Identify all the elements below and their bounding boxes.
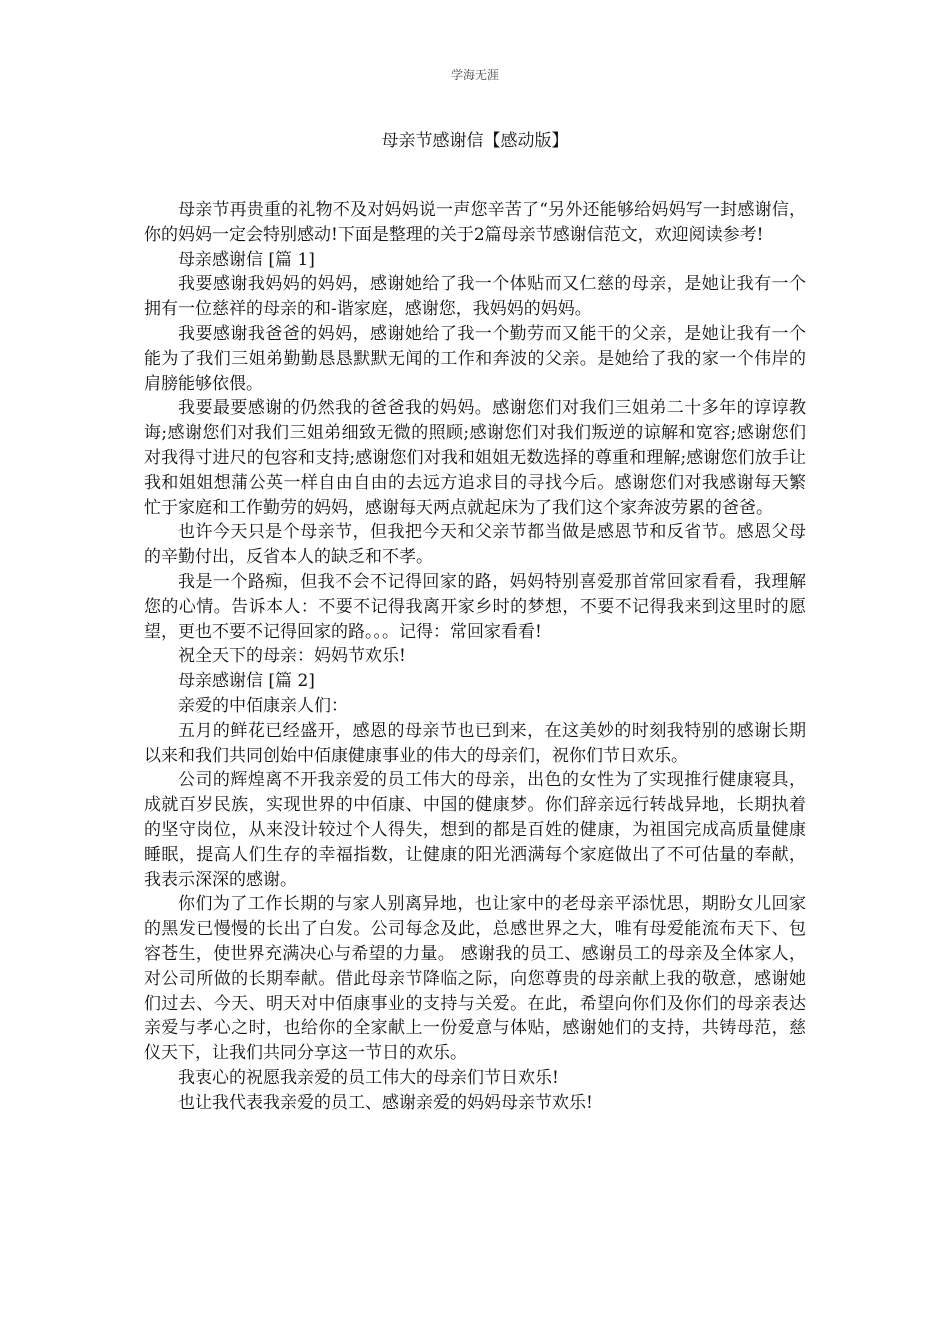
paragraph: 也许今天只是个母亲节，但我把今天和父亲节都当做是感恩节和反省节。感恩父母的辛勤付出，反省本人的缺乏和不孝。 bbox=[144, 522, 806, 568]
section-heading-2: 母亲感谢信 [篇 2] bbox=[178, 671, 315, 692]
paragraph: 我是一个路痴，但我不会不记得回家的路，妈妈特别喜爱那首常回家看看，我理解您的心情。告诉本人：不要不记得我离开家乡时的梦想，不要不记得我来到这里时的愿望，更也不要不记得回家的路。。。记得：常回家看看! bbox=[144, 571, 806, 642]
paragraph: 五月的鲜花已经盛开，感恩的母亲节也已到来，在这美妙的时刻我特别的感谢长期以来和我们共同创始中佰康健康事业的伟大的母亲们，祝你们节日欢乐。 bbox=[144, 720, 806, 766]
section-heading-1: 母亲感谢信 [篇 1] bbox=[178, 249, 315, 270]
paragraph-intro: 母亲节再贵重的礼物不及对妈妈说一声您辛苦了“另外还能够给妈妈写一封感谢信，你的妈妈一定会特别感动!下面是整理的关于2篇母亲节感谢信范文，欢迎阅读参考! bbox=[144, 200, 806, 245]
paragraph: 公司的辉煌离不开我亲爱的员工伟大的母亲，出色的女性为了实现推行健康寝具，成就百岁民族，实现世界的中佰康、中国的健康梦。你们辞亲远行转战异地，长期执着的坚守岗位，从来没计较过个人得失，想到的都是百姓的健康，为祖国完成高质量健康睡眠，提高人们生存的幸福指数，让健康的阳光洒满每个家庭做出了不可估量的奉献，我表示深深的感谢。 bbox=[144, 770, 806, 890]
paragraph: 我要最要感谢的仍然我的爸爸我的妈妈。感谢您们对我们三姐弟二十多年的谆谆教诲;感谢您们对我们三姐弟细致无微的照顾;感谢您们对我们叛逆的谅解和宽容;感谢您们对我得寸进尺的包容和支持;感谢您们对我和姐姐无数选择的尊重和理解;感谢您们放手让我和姐姐想蒲公英一样自由自由的去远方追求目的寻找今后。感谢您们对我感谢每天繁忙于家庭和工作勤劳的妈妈，感谢每天两点就起床为了我们这个家奔波劳累的爸爸。 bbox=[144, 398, 806, 518]
page-header: 学海无涯 bbox=[450, 68, 499, 82]
document-body bbox=[144, 198, 806, 1115]
paragraph: 我要感谢我爸爸的妈妈，感谢她给了我一个勤劳而又能干的父亲，是她让我有一个能为了我们三姐弟勤勤恳恳默默无闻的工作和奔波的父亲。是她给了我的家一个伟岸的肩膀能够依偎。 bbox=[144, 323, 806, 394]
paragraph: 祝全天下的母亲：妈妈节欢乐! bbox=[178, 646, 406, 667]
paragraph: 我衷心的祝愿我亲爱的员工伟大的母亲们节日欢乐! bbox=[178, 1067, 559, 1088]
paragraph: 你们为了工作长期的与家人别离异地，也让家中的老母亲平添忧思，期盼女儿回家的黑发已慢慢的长出了白发。公司每念及此，总感世界之大，唯有母爱能流布天下、包容苍生，使世界充满决心与希望的力量。 感谢我的员工、感谢员工的母亲及全体家人，对公司所做的长期奉献。借此母亲节降临之际，向您尊贵的母亲献上我的敬意，感谢她们过去、今天、明天对中佰康事业的支持与关爱。在此，希望向你们及你们的母亲表达亲爱与孝心之时，也给你的全家献上一份爱意与体贴，感谢她们的支持，共铸母范，慈仪天下，让我们共同分享这一节日的欢乐。 bbox=[144, 894, 806, 1064]
salutation: 亲爱的中佰康亲人们： bbox=[178, 695, 348, 716]
paragraph: 也让我代表我亲爱的员工、感谢亲爱的妈妈母亲节欢乐! bbox=[178, 1092, 593, 1113]
document-title: 母亲节感谢信【感动版】 bbox=[381, 131, 569, 151]
paragraph: 我要感谢我妈妈的妈妈，感谢她给了我一个体贴而又仁慈的母亲，是她让我有一个拥有一位慈祥的母亲的和-谐家庭，感谢您，我妈妈的妈妈。 bbox=[144, 274, 806, 320]
